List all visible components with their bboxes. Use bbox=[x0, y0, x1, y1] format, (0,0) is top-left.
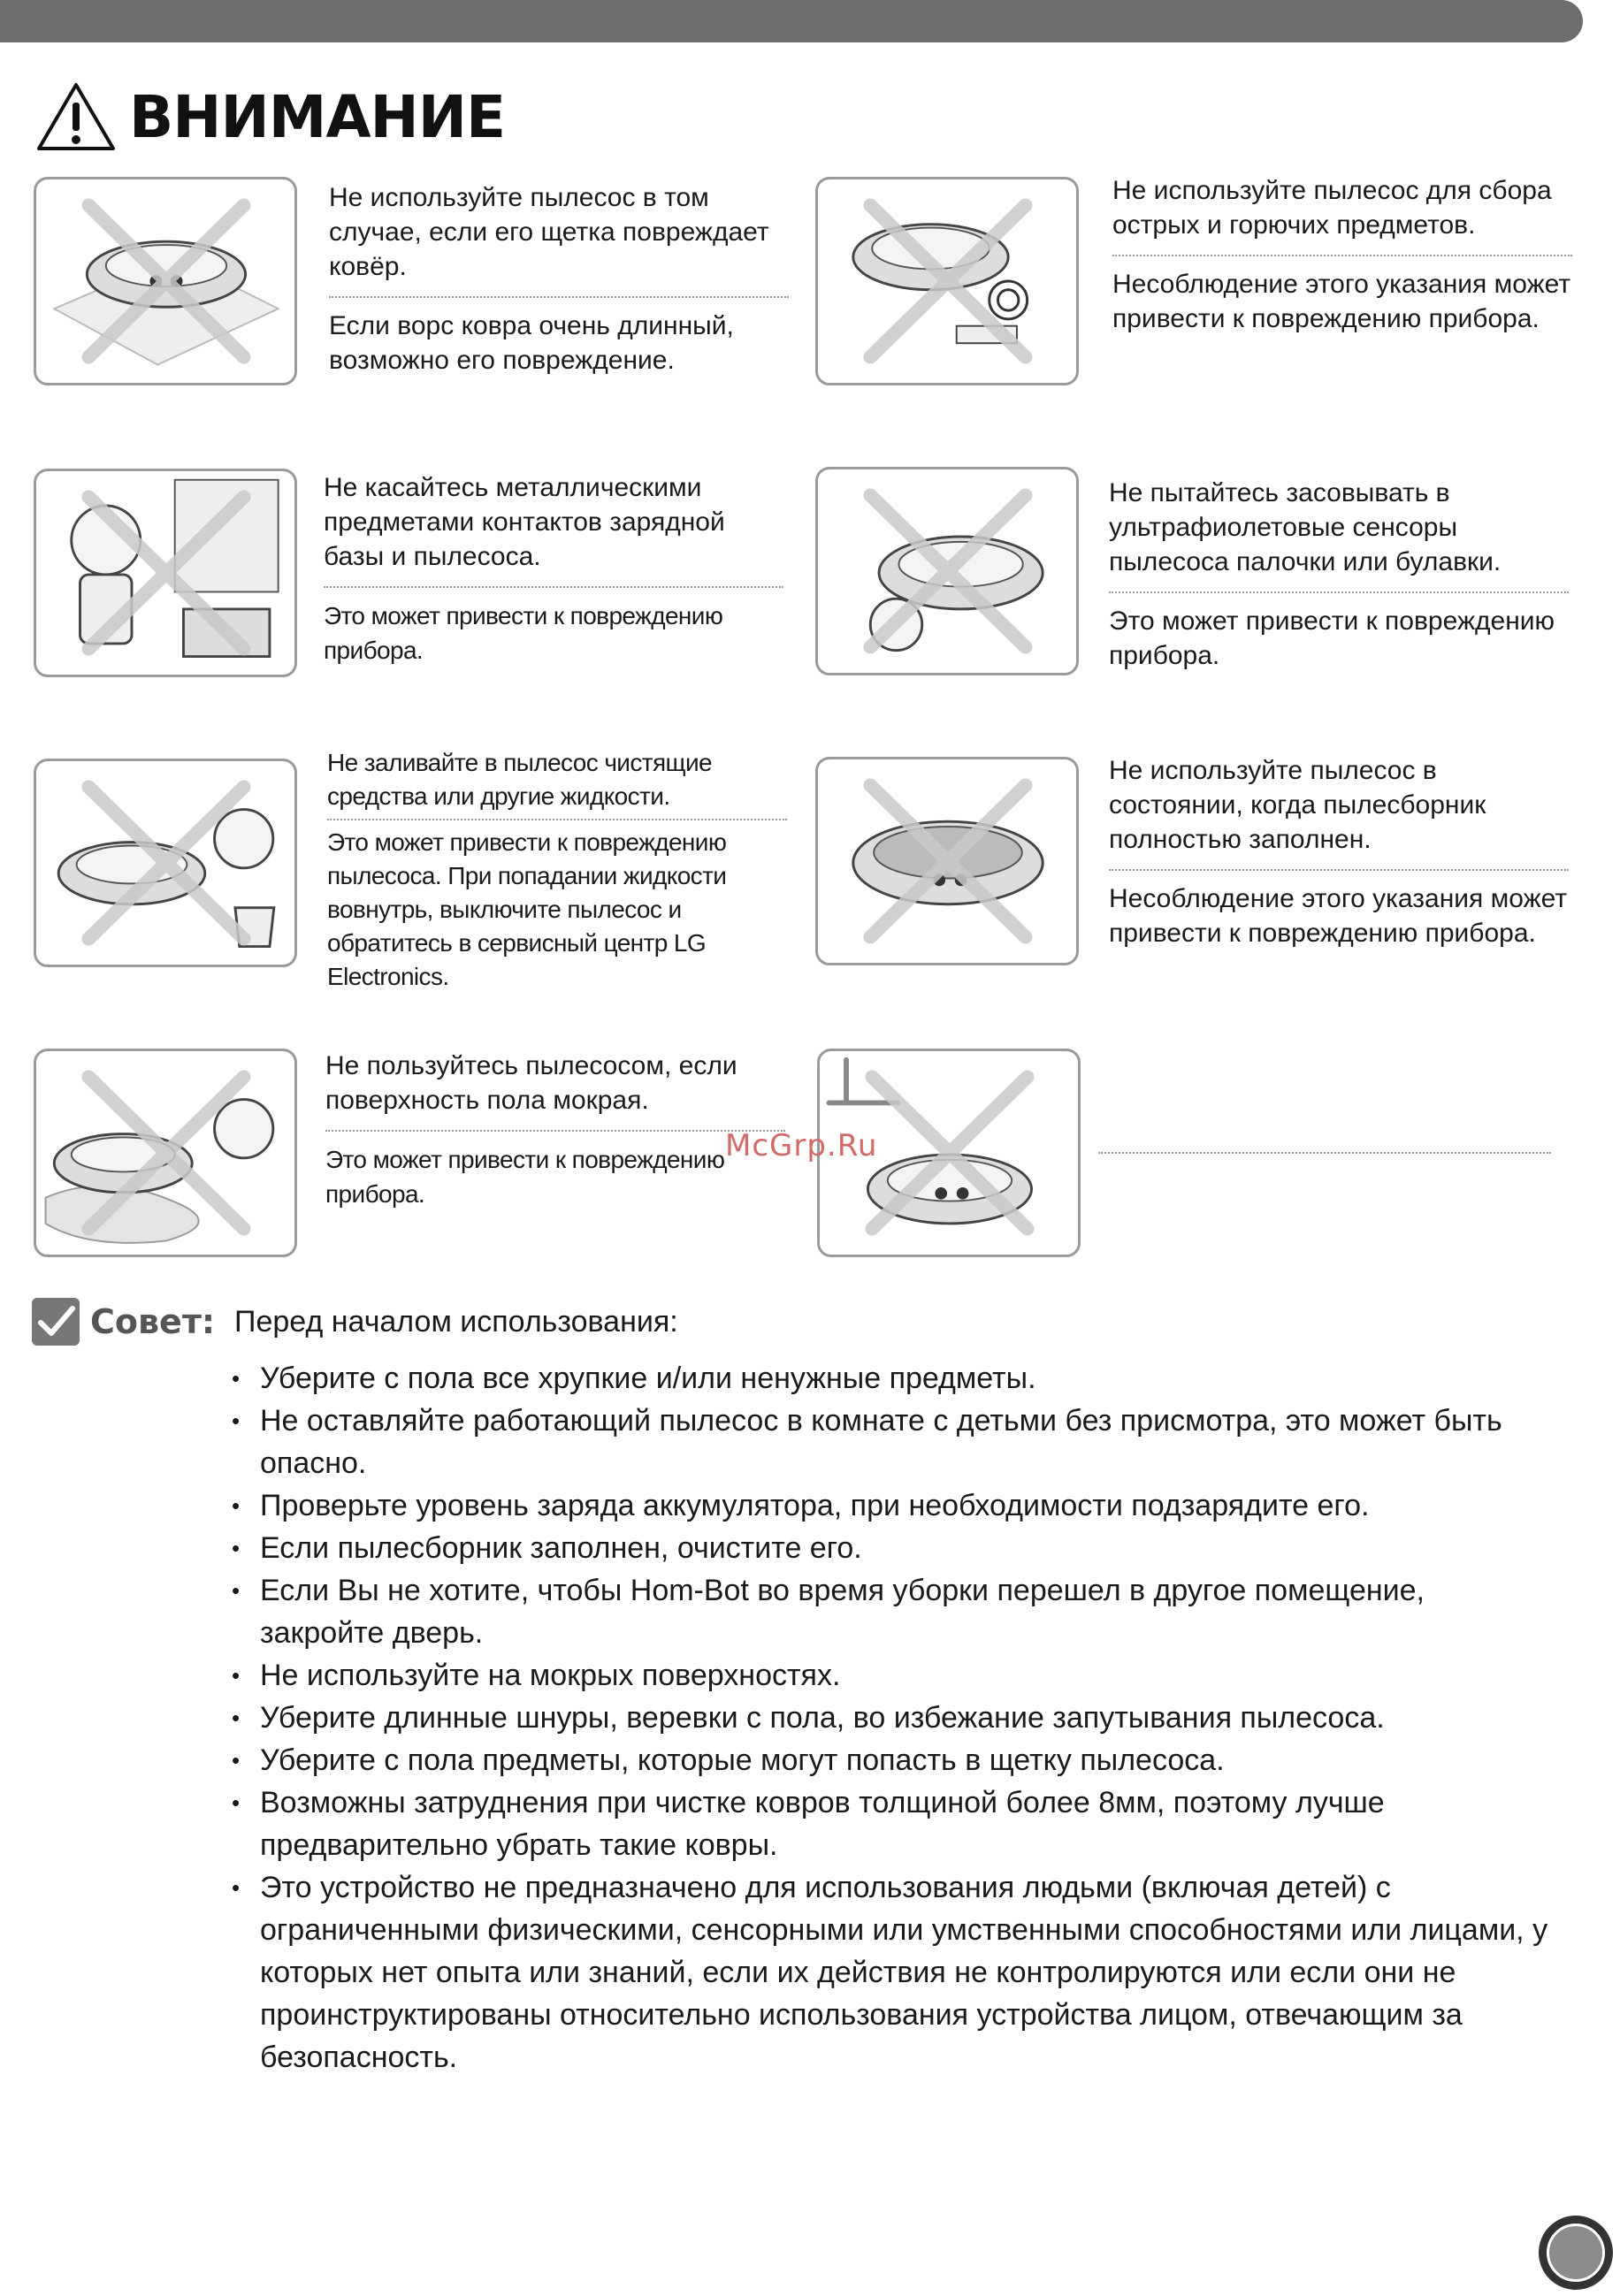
dotted-divider-empty bbox=[1098, 1152, 1551, 1154]
warning-1-main: Не используйте пылесос в том случае, если его щетка повреждает ковёр. bbox=[329, 183, 769, 281]
illustration-sharp-objects bbox=[815, 177, 1079, 385]
warning-5 bbox=[327, 746, 787, 994]
warning-5-note: Это может привести к повреждению пылесоса. При попадании жидкости вовнутрь, выключите пылесос и обратитесь в сервисный центр LG Electronics. bbox=[327, 828, 727, 990]
dotted-divider bbox=[1112, 255, 1572, 256]
watermark: McGrp.Ru bbox=[725, 1128, 878, 1163]
warning-1 bbox=[329, 180, 789, 378]
list-item: • Не оставляйте работающий пылесос в комнате с детьми без присмотра, это может быть опасно. bbox=[228, 1400, 1555, 1484]
list-item: • Если Вы не хотите, чтобы Hom-Bot во время уборки перешел в другое помещение, закройте дверь. bbox=[228, 1569, 1555, 1654]
tip-list bbox=[228, 1357, 1555, 2079]
header-bar bbox=[0, 0, 1583, 42]
warning-6 bbox=[1109, 753, 1569, 950]
list-item: • Уберите с пола предметы, которые могут попасть в щетку пылесоса. bbox=[228, 1739, 1555, 1781]
dotted-divider bbox=[1109, 591, 1569, 593]
dotted-divider bbox=[324, 586, 783, 588]
dotted-divider bbox=[329, 296, 789, 298]
warning-triangle-icon bbox=[35, 81, 117, 152]
tip-heading bbox=[32, 1298, 678, 1346]
warning-3-note: Это может привести к повреждению прибора. bbox=[324, 602, 723, 664]
illustration-liquids bbox=[34, 759, 297, 967]
illustration-metal-contacts bbox=[34, 469, 297, 677]
warning-6-main: Не используйте пылесос в состоянии, когда пылесборник полностью заполнен. bbox=[1109, 756, 1486, 854]
warning-7 bbox=[325, 1049, 785, 1211]
warning-2-main: Не используйте пылесос для сбора острых и горючих предметов. bbox=[1112, 176, 1552, 240]
warning-3 bbox=[324, 470, 783, 667]
dotted-divider bbox=[327, 819, 787, 820]
illustration-carpet-damage bbox=[34, 177, 297, 385]
illustration-uv-sensors bbox=[815, 467, 1079, 675]
dotted-divider bbox=[1109, 869, 1569, 871]
illustration-wet-floor bbox=[34, 1049, 297, 1257]
warning-4-note: Это может привести к повреждению прибора. bbox=[1109, 606, 1555, 670]
list-item: • Если пылесборник заполнен, очистите его. bbox=[228, 1527, 1555, 1569]
warning-7-note: Это может привести к повреждению прибора. bbox=[325, 1146, 725, 1208]
dotted-divider bbox=[325, 1130, 785, 1132]
page-number-badge bbox=[1539, 2216, 1613, 2290]
illustration-full-dustbin bbox=[815, 757, 1079, 965]
warning-4-main: Не пытайтесь засовывать в ультрафиолетовые сенсоры пылесоса палочки или булавки. bbox=[1109, 478, 1502, 576]
page-title: ВНИМАНИЕ bbox=[129, 82, 506, 151]
warning-2 bbox=[1112, 173, 1572, 336]
tip-intro: Перед началом использования: bbox=[234, 1304, 678, 1339]
list-item: • Это устройство не предназначено для использования людьми (включая детей) с ограниченными физическими, сенсорными или умственными способностями или лицами, у которых нет опыта или знаний, если их действия не контролируются или если они не проинструктированы относительно использования устройства лицом, отвечающим за безопасность. bbox=[228, 1866, 1555, 2079]
warning-6-note: Несоблюдение этого указания может привести к повреждению прибора. bbox=[1109, 884, 1568, 948]
checkmark-icon bbox=[32, 1298, 80, 1346]
list-item: • Уберите с пола все хрупкие и/или ненужные предметы. bbox=[228, 1357, 1555, 1400]
list-item: • Не используйте на мокрых поверхностях. bbox=[228, 1654, 1555, 1697]
warning-4 bbox=[1109, 476, 1569, 673]
warning-1-note: Если ворс ковра очень длинный, возможно его повреждение. bbox=[329, 311, 734, 375]
list-item: • Возможны затруднения при чистке ковров толщиной более 8мм, поэтому лучше предварительно убрать такие ковры. bbox=[228, 1781, 1555, 1866]
caution-heading bbox=[35, 81, 505, 152]
warning-3-main: Не касайтесь металлическими предметами контактов зарядной базы и пылесоса. bbox=[324, 473, 725, 571]
warning-7-main: Не пользуйтесь пылесосом, если поверхность пола мокрая. bbox=[325, 1051, 737, 1115]
warning-2-note: Несоблюдение этого указания может привести к повреждению прибора. bbox=[1112, 270, 1571, 333]
warning-5-main: Не заливайте в пылесос чистящие средства или другие жидкости. bbox=[327, 749, 712, 810]
list-item: • Уберите длинные шнуры, веревки с пола, во избежание запутывания пылесоса. bbox=[228, 1697, 1555, 1739]
list-item: • Проверьте уровень заряда аккумулятора, при необходимости подзарядите его. bbox=[228, 1484, 1555, 1527]
tip-label: Совет: bbox=[90, 1302, 216, 1341]
